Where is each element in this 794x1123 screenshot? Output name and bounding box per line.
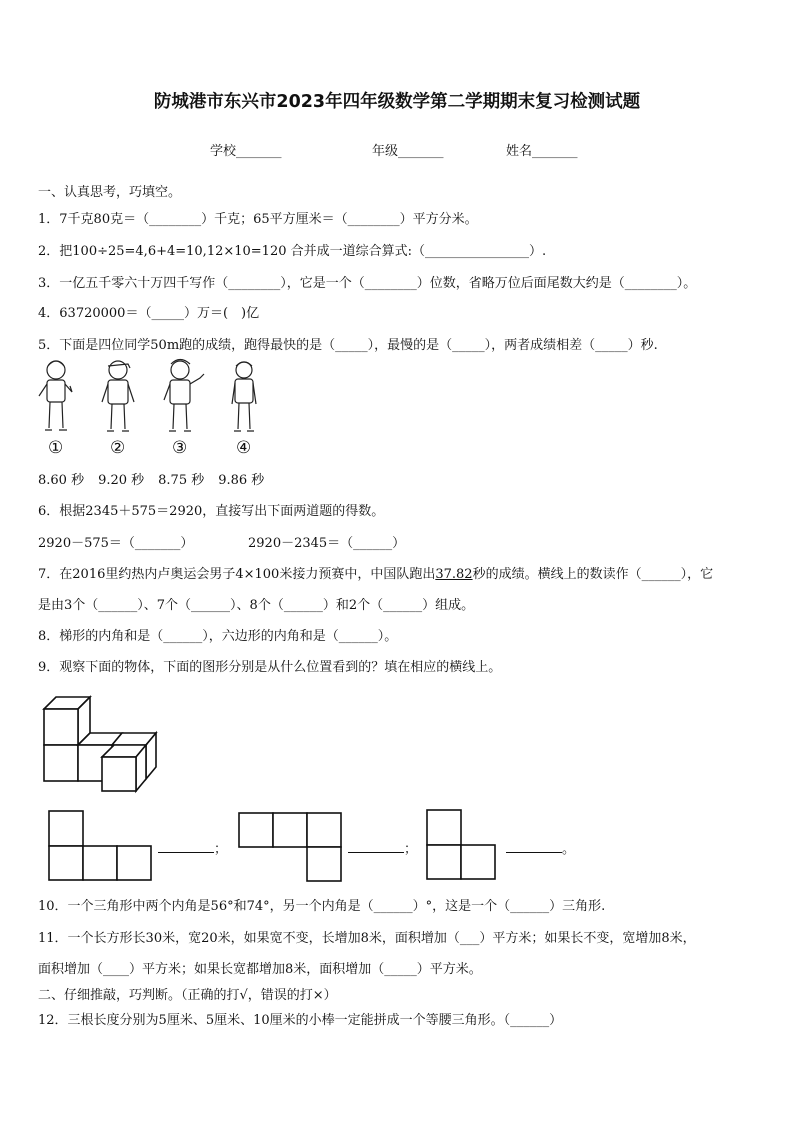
view-3-answer-line[interactable]: [506, 852, 562, 853]
student-time-3: 8.75 秒: [158, 473, 205, 488]
grade-field: 年级_______: [372, 144, 444, 159]
view-3-separator: 。: [562, 842, 576, 857]
question-6a: 2920－575＝（_______）: [38, 536, 194, 551]
question-4: 4．63720000＝（_____）万＝( )亿: [38, 306, 260, 321]
school-field: 学校_______: [210, 144, 282, 159]
student-time-1: 8.60 秒: [38, 473, 85, 488]
view-1-answer-line[interactable]: [158, 852, 214, 853]
student-label-4: ④: [236, 438, 252, 458]
student-2-figure: [102, 361, 134, 431]
view-2-answer-line[interactable]: [348, 852, 404, 853]
question-6: 6．根据2345＋575＝2920，直接写出下面两道题的得数。: [38, 504, 385, 519]
page-title: 防城港市东兴市2023年四年级数学第二学期期末复习检测试题: [153, 92, 641, 112]
view-1-separator: ；: [214, 842, 228, 857]
view-2-figure: [238, 812, 348, 884]
question-8: 8．梯形的内角和是（______），六边形的内角和是（______）。: [38, 629, 398, 644]
student-times: [38, 469, 278, 488]
question-7-suffix: 秒的成绩。横线上的数读作（______），它: [472, 567, 714, 582]
student-label-2: ②: [110, 438, 126, 458]
student-label-3: ③: [172, 438, 188, 458]
question-7-number: 37.82: [435, 567, 473, 582]
section-2-heading: 二、仔细推敲，巧判断。（正确的打√，错误的打×）: [38, 988, 337, 1003]
question-12: 12．三根长度分别为5厘米、5厘米、10厘米的小棒一定能拼成一个等腰三角形。（______）: [38, 1013, 563, 1028]
question-9: 9．观察下面的物体，下面的图形分别是从什么位置看到的？填在相应的横线上。: [38, 660, 502, 675]
question-7-line2: 是由3个（______）、7个（______）、8个（______）和2个（______）组成。: [38, 598, 475, 613]
question-10: 10．一个三角形中两个内角是56°和74°，另一个内角是（______）°，这是一个（______）三角形.: [38, 899, 606, 914]
student-3-figure: [164, 360, 204, 432]
view-2-separator: ；: [404, 842, 418, 857]
question-2: 2．把100÷25=4,6+4=10,12×10=120 合并成一道综合算式:（________________）.: [38, 244, 547, 259]
student-4-figure: [232, 362, 256, 431]
student-1-figure: [39, 361, 72, 430]
question-11-line1: 11．一个长方形长30米，宽20米，如果宽不变，长增加8米，面积增加（___）平方米；如果长不变，宽增加8米，: [38, 931, 696, 946]
view-3-figure: [426, 809, 502, 881]
question-1: 1．7千克80克＝（________）千克；65平方厘米＝（________）平方分米。: [38, 212, 478, 227]
question-5: 5．下面是四位同学50m跑的成绩，跑得最快的是（_____），最慢的是（_____），两者成绩相差（_____）秒.: [38, 338, 658, 353]
question-3: 3．一亿五千零六十万四千写作（________），它是一个（________）位数，省略万位后面尾数大约是（________）。: [38, 276, 697, 291]
student-time-4: 9.86 秒: [218, 473, 265, 488]
question-7-prefix: 7．在2016里约热内卢奥运会男子4×100米接力预赛中，中国队跑出: [38, 567, 436, 582]
student-label-1: ①: [48, 438, 64, 458]
question-6b: 2920－2345＝（______）: [248, 536, 406, 551]
question-11-line2: 面积增加（____）平方米；如果长宽都增加8米，面积增加（_____）平方米。: [38, 962, 482, 977]
student-time-2: 9.20 秒: [98, 473, 145, 488]
view-1-figure: [48, 810, 158, 882]
name-field: 姓名_______: [506, 144, 578, 159]
section-1-heading: 一、认真思考，巧填空。: [38, 185, 182, 200]
students-illustration: [34, 356, 274, 466]
question-7: [38, 563, 713, 582]
cube-object-figure: [40, 693, 170, 793]
